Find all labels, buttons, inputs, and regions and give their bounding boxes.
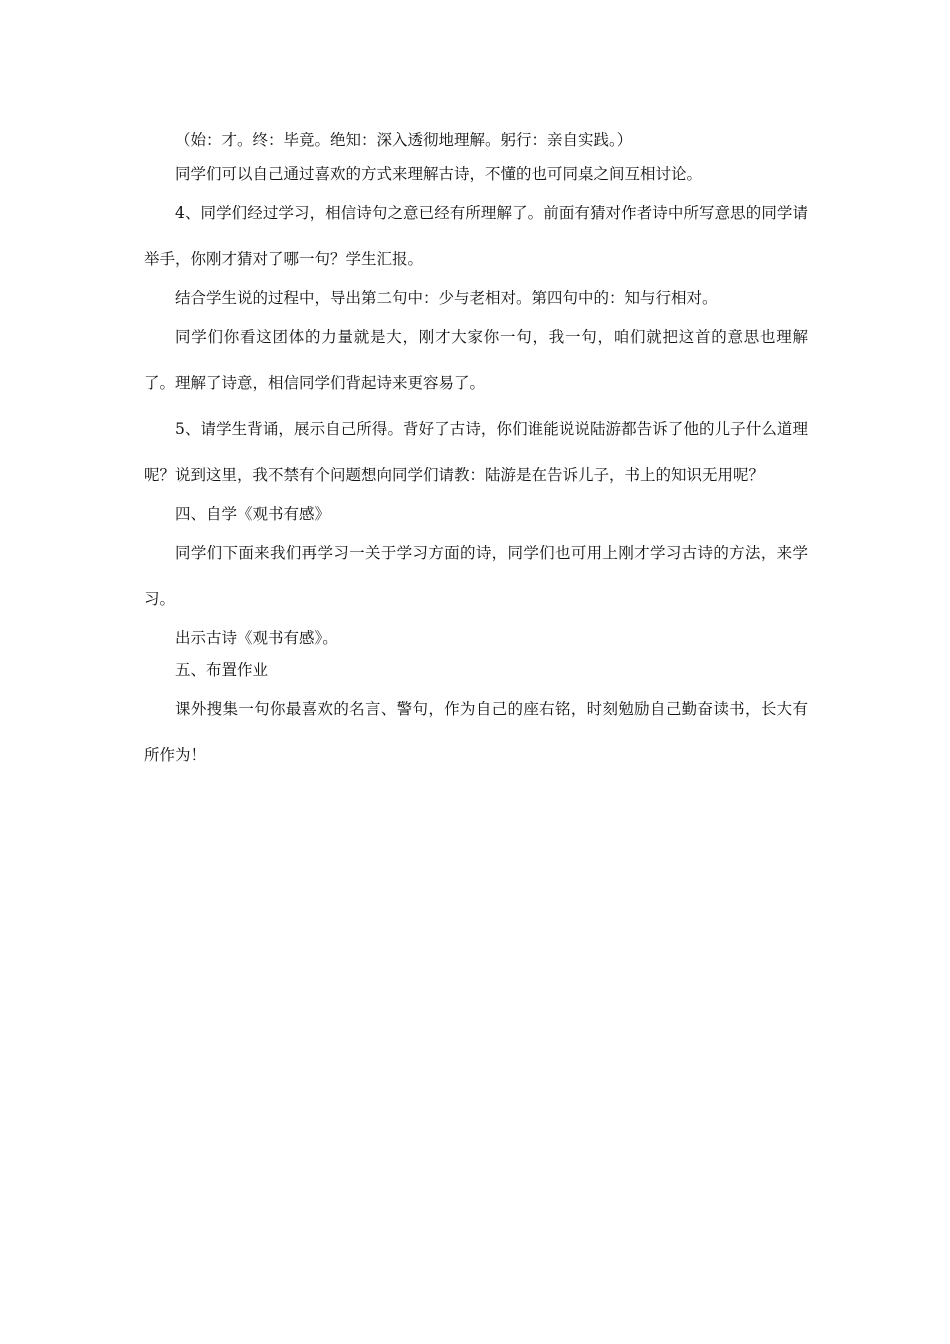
paragraph-step-4: 4、同学们经过学习，相信诗句之意已经有所理解了。前面有猜对作者诗中所写意思的同学请举手，你刚才猜对了哪一句？学生汇报。 — [144, 204, 808, 268]
section-heading-5: 五、布置作业 — [175, 661, 269, 679]
paragraph-step-5: 5、请学生背诵，展示自己所得。背好了古诗，你们谁能说说陆游都告诉了他的儿子什么道理呢？说到这里，我不禁有个问题想向同学们请教：陆游是在告诉儿子，书上的知识无用呢？ — [144, 420, 808, 484]
paragraph-annotation: （始：才。终：毕竟。绝知：深入透彻地理解。躬行：亲自实践。） — [175, 131, 633, 149]
paragraph-self-study: 同学们可以自己通过喜欢的方式来理解古诗，不懂的也可同桌之间互相讨论。 — [175, 165, 703, 183]
paragraph-new-poem: 同学们下面来我们再学习一关于学习方面的诗，同学们也可用上刚才学习古诗的方法，来学习。 — [144, 544, 808, 608]
paragraph-show-poem: 出示古诗《观书有感》。 — [175, 629, 338, 647]
section-heading-4: 四、自学《观书有感》 — [175, 505, 331, 523]
paragraph-teamwork: 同学们你看这团体的力量就是大，刚才大家你一句，我一句，咱们就把这首的意思也理解了。理解了诗意，相信同学们背起诗来更容易了。 — [144, 328, 808, 392]
paragraph-homework: 课外搜集一句你最喜欢的名言、警句，作为自己的座右铭，时刻勉励自己勤奋读书，长大有所作为！ — [144, 700, 808, 764]
document-body — [144, 124, 808, 778]
paragraph-contrast: 结合学生说的过程中，导出第二句中：少与老相对。第四句中的：知与行相对。 — [175, 289, 718, 307]
